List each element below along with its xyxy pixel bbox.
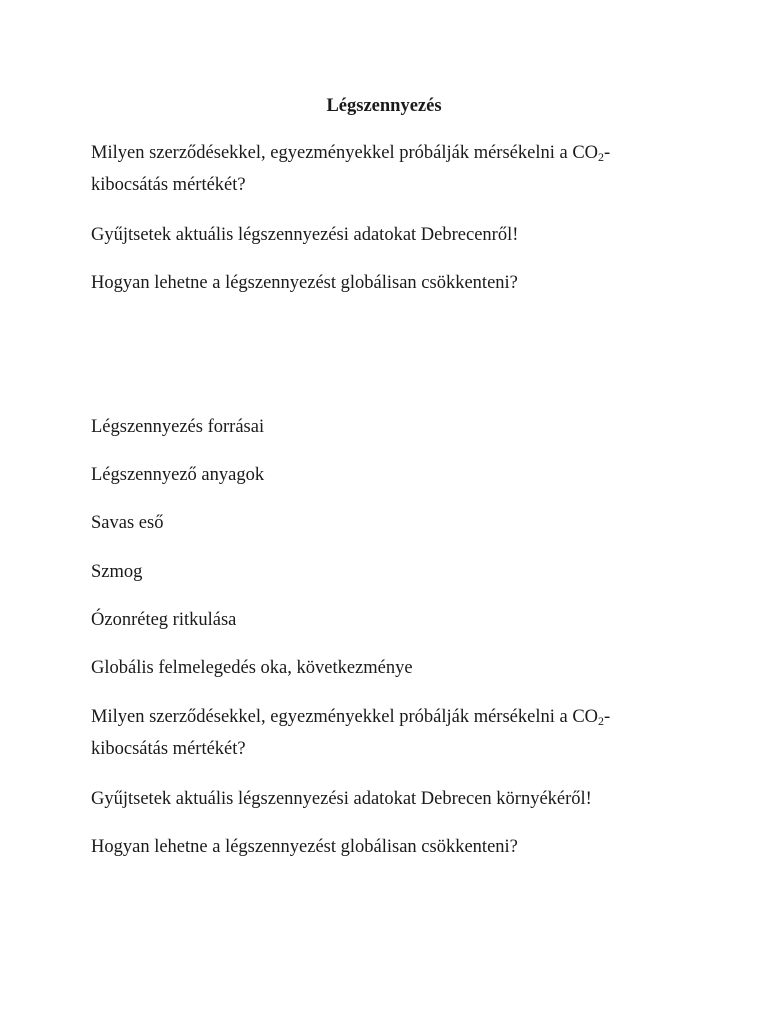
document-title: Légszennyezés — [326, 96, 442, 116]
question-co2-text: Milyen szerződésekkel, egyezményekkel próbálják mérsékelni a CO — [91, 707, 599, 727]
question-debrecen-data: Gyűjtsetek aktuális légszennyezési adatokat Debrecenről! — [91, 225, 519, 245]
question-co2-text: Milyen szerződésekkel, egyezményekkel próbálják mérsékelni a CO — [91, 143, 599, 163]
co2-subscript: 2 — [598, 714, 605, 728]
question-debrecen-area-data: Gyűjtsetek aktuális légszennyezési adatokat Debrecen környékéről! — [91, 789, 592, 809]
topic-item: Szmog — [91, 562, 143, 582]
topic-item: Globális felmelegedés oka, következménye — [91, 658, 413, 678]
question-co2-paragraph-2 — [91, 701, 691, 765]
topic-item: Légszennyezés forrásai — [91, 417, 265, 437]
question-global-reduction: Hogyan lehetne a légszennyezést globálisan csökkenteni? — [91, 273, 518, 293]
question-co2-line-1 — [91, 137, 691, 169]
question-co2-paragraph — [91, 137, 691, 201]
question-co2-hyphen: - — [604, 143, 611, 163]
topic-item: Savas eső — [91, 513, 164, 533]
question-co2-line-2: kibocsátás mértékét? — [91, 175, 246, 195]
co2-subscript: 2 — [598, 150, 605, 164]
question-co2-line-2: kibocsátás mértékét? — [91, 739, 246, 759]
topic-item: Ózonréteg ritkulása — [91, 610, 237, 630]
question-global-reduction-2: Hogyan lehetne a légszennyezést globálisan csökkenteni? — [91, 837, 518, 857]
topic-item: Légszennyező anyagok — [91, 465, 265, 485]
question-co2-line-1 — [91, 701, 691, 733]
question-co2-hyphen: - — [604, 707, 611, 727]
